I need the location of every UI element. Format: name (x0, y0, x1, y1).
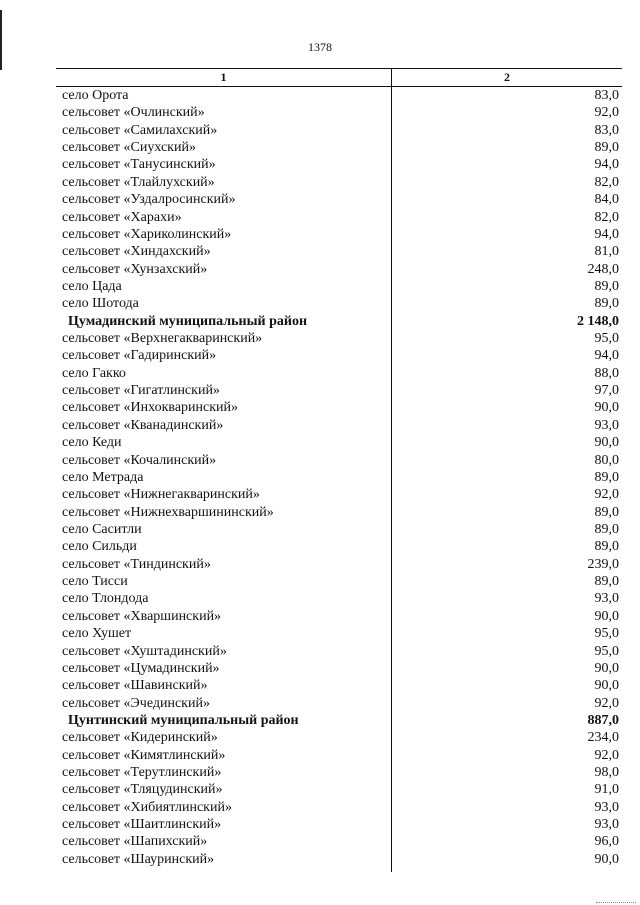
amount-value: 90,0 (594, 608, 619, 624)
settlement-name: сельсовет «Цумадинский» (62, 660, 220, 676)
amount-value: 91,0 (594, 782, 619, 798)
settlement-name: сельсовет «Нижнегакваринский» (62, 487, 260, 503)
amount-value: 93,0 (594, 817, 619, 833)
amount-value: 90,0 (594, 851, 619, 867)
settlement-name: сельсовет «Танусинский» (62, 157, 216, 173)
table-row (56, 104, 622, 121)
settlement-name: Цунтинский муниципальный район (68, 712, 299, 728)
table-row (56, 625, 622, 642)
amount-value: 89,0 (594, 574, 619, 590)
settlement-name: село Метрада (62, 469, 144, 485)
settlement-name: сельсовет «Кочалинский» (62, 452, 217, 468)
settlement-name: сельсовет «Хиндахский» (62, 244, 211, 260)
settlement-name: село Саситли (62, 521, 142, 537)
amount-value: 93,0 (594, 591, 619, 607)
settlement-name: сельсовет «Хариколинский» (62, 226, 232, 242)
amount-value: 82,0 (594, 209, 619, 225)
table-row (56, 521, 622, 538)
table-row (56, 781, 622, 798)
amount-value: 94,0 (594, 348, 619, 364)
table-row (56, 417, 622, 434)
amount-value: 89,0 (594, 539, 619, 555)
column-header-2: 2 (504, 70, 510, 84)
settlement-name: сельсовет «Харахи» (62, 209, 182, 225)
amount-value: 92,0 (594, 105, 619, 121)
amount-value: 2 148,0 (577, 313, 619, 329)
amount-value: 234,0 (587, 730, 619, 746)
amount-value: 89,0 (594, 469, 619, 485)
table-row (56, 747, 622, 764)
amount-value: 90,0 (594, 435, 619, 451)
settlement-name: сельсовет «Нижнехваршининский» (62, 504, 274, 520)
settlement-name: Цумадинский муниципальный район (68, 313, 308, 329)
settlement-name: сельсовет «Хуштадинский» (62, 643, 227, 659)
page-number: 1378 (308, 40, 332, 54)
table-row (56, 729, 622, 746)
amount-value: 93,0 (594, 799, 619, 815)
table-row (56, 608, 622, 625)
settlement-name: село Гакко (62, 365, 126, 381)
table-row (56, 295, 622, 312)
settlement-name: сельсовет «Уздалросинский» (62, 192, 236, 208)
table-row (56, 365, 622, 382)
table-row (56, 764, 622, 781)
amount-value: 94,0 (594, 226, 619, 242)
amount-value: 90,0 (594, 400, 619, 416)
table-row (56, 469, 622, 486)
column-divider (391, 87, 392, 872)
amount-value: 89,0 (594, 278, 619, 294)
district-row (56, 712, 622, 729)
settlement-name: село Тлондода (62, 591, 149, 607)
amount-value: 95,0 (594, 626, 619, 642)
settlement-name: село Сильди (62, 539, 137, 555)
table-row (56, 87, 622, 104)
amount-value: 887,0 (587, 712, 619, 728)
amount-value: 239,0 (587, 556, 619, 572)
amount-value: 248,0 (587, 261, 619, 277)
amount-value: 88,0 (594, 365, 619, 381)
table-row (56, 330, 622, 347)
settlement-name: сельсовет «Кванадинский» (62, 417, 224, 433)
settlement-name: сельсовет «Эчединский» (62, 695, 210, 711)
settlement-name: село Хушет (62, 626, 132, 642)
amount-value: 95,0 (594, 643, 619, 659)
amount-value: 89,0 (594, 521, 619, 537)
settlement-name: сельсовет «Хунзахский» (62, 261, 208, 277)
table-row (56, 799, 622, 816)
amount-value: 92,0 (594, 747, 619, 763)
table-row (56, 382, 622, 399)
settlement-name: село Шотода (62, 296, 139, 312)
settlement-name: сельсовет «Шавинский» (62, 678, 208, 694)
table-row (56, 156, 622, 173)
data-table (56, 68, 622, 868)
table-row (56, 504, 622, 521)
settlement-name: сельсовет «Тиндинский» (62, 556, 211, 572)
amount-value: 94,0 (594, 157, 619, 173)
table-row (56, 191, 622, 208)
settlement-name: сельсовет «Тляцудинский» (62, 782, 223, 798)
table-row (56, 347, 622, 364)
amount-value: 81,0 (594, 244, 619, 260)
district-row (56, 313, 622, 330)
table-row (56, 695, 622, 712)
settlement-name: сельсовет «Инхокваринский» (62, 400, 239, 416)
settlement-name: сельсовет «Самилахский» (62, 122, 218, 138)
table-row (56, 816, 622, 833)
table-row (56, 590, 622, 607)
settlement-name: село Тисси (62, 574, 128, 590)
table-row (56, 452, 622, 469)
table-row (56, 486, 622, 503)
table-row (56, 122, 622, 139)
settlement-name: сельсовет «Гигатлинский» (62, 383, 220, 399)
table-row (56, 538, 622, 555)
settlement-name: сельсовет «Терутлинский» (62, 765, 222, 781)
amount-value: 98,0 (594, 765, 619, 781)
settlement-name: сельсовет «Тлайлухский» (62, 174, 215, 190)
table-row (56, 209, 622, 226)
table-row (56, 434, 622, 451)
settlement-name: сельсовет «Сиухский» (62, 140, 196, 156)
table-row (56, 399, 622, 416)
amount-value: 89,0 (594, 140, 619, 156)
table-body (56, 87, 622, 868)
amount-value: 89,0 (594, 296, 619, 312)
settlement-name: село Цада (62, 278, 122, 294)
amount-value: 82,0 (594, 174, 619, 190)
table-header (56, 68, 622, 87)
table-row (56, 833, 622, 850)
amount-value: 83,0 (594, 88, 619, 103)
column-header-1: 1 (56, 69, 392, 86)
settlement-name: сельсовет «Кимятлинский» (62, 747, 226, 763)
settlement-name: сельсовет «Хибиятлинский» (62, 799, 232, 815)
amount-value: 95,0 (594, 331, 619, 347)
amount-value: 84,0 (594, 192, 619, 208)
table-row (56, 573, 622, 590)
settlement-name: сельсовет «Гадиринский» (62, 348, 217, 364)
settlement-name: сельсовет «Очлинский» (62, 105, 205, 121)
settlement-name: село Орота (62, 88, 129, 103)
amount-value: 83,0 (594, 122, 619, 138)
settlement-name: сельсовет «Верхнегакваринский» (62, 331, 263, 347)
table-row (56, 643, 622, 660)
settlement-name: сельсовет «Шаитлинский» (62, 817, 222, 833)
settlement-name: сельсовет «Шапихский» (62, 834, 208, 850)
table-row (56, 243, 622, 260)
table-row (56, 660, 622, 677)
amount-value: 92,0 (594, 487, 619, 503)
table-row (56, 851, 622, 868)
settlement-name: сельсовет «Шауринский» (62, 851, 215, 867)
settlement-name: сельсовет «Хваршинский» (62, 608, 222, 624)
table-row (56, 278, 622, 295)
amount-value: 97,0 (594, 383, 619, 399)
settlement-name: село Кеди (62, 435, 122, 451)
table-row (56, 174, 622, 191)
amount-value: 90,0 (594, 678, 619, 694)
amount-value: 80,0 (594, 452, 619, 468)
amount-value: 93,0 (594, 417, 619, 433)
table-row (56, 556, 622, 573)
amount-value: 90,0 (594, 660, 619, 676)
table-row (56, 226, 622, 243)
amount-value: 89,0 (594, 504, 619, 520)
table-row (56, 677, 622, 694)
settlement-name: сельсовет «Кидеринский» (62, 730, 218, 746)
amount-value: 92,0 (594, 695, 619, 711)
scan-corner-mark (596, 902, 636, 903)
amount-value: 96,0 (594, 834, 619, 850)
table-row (56, 139, 622, 156)
table-row (56, 261, 622, 278)
